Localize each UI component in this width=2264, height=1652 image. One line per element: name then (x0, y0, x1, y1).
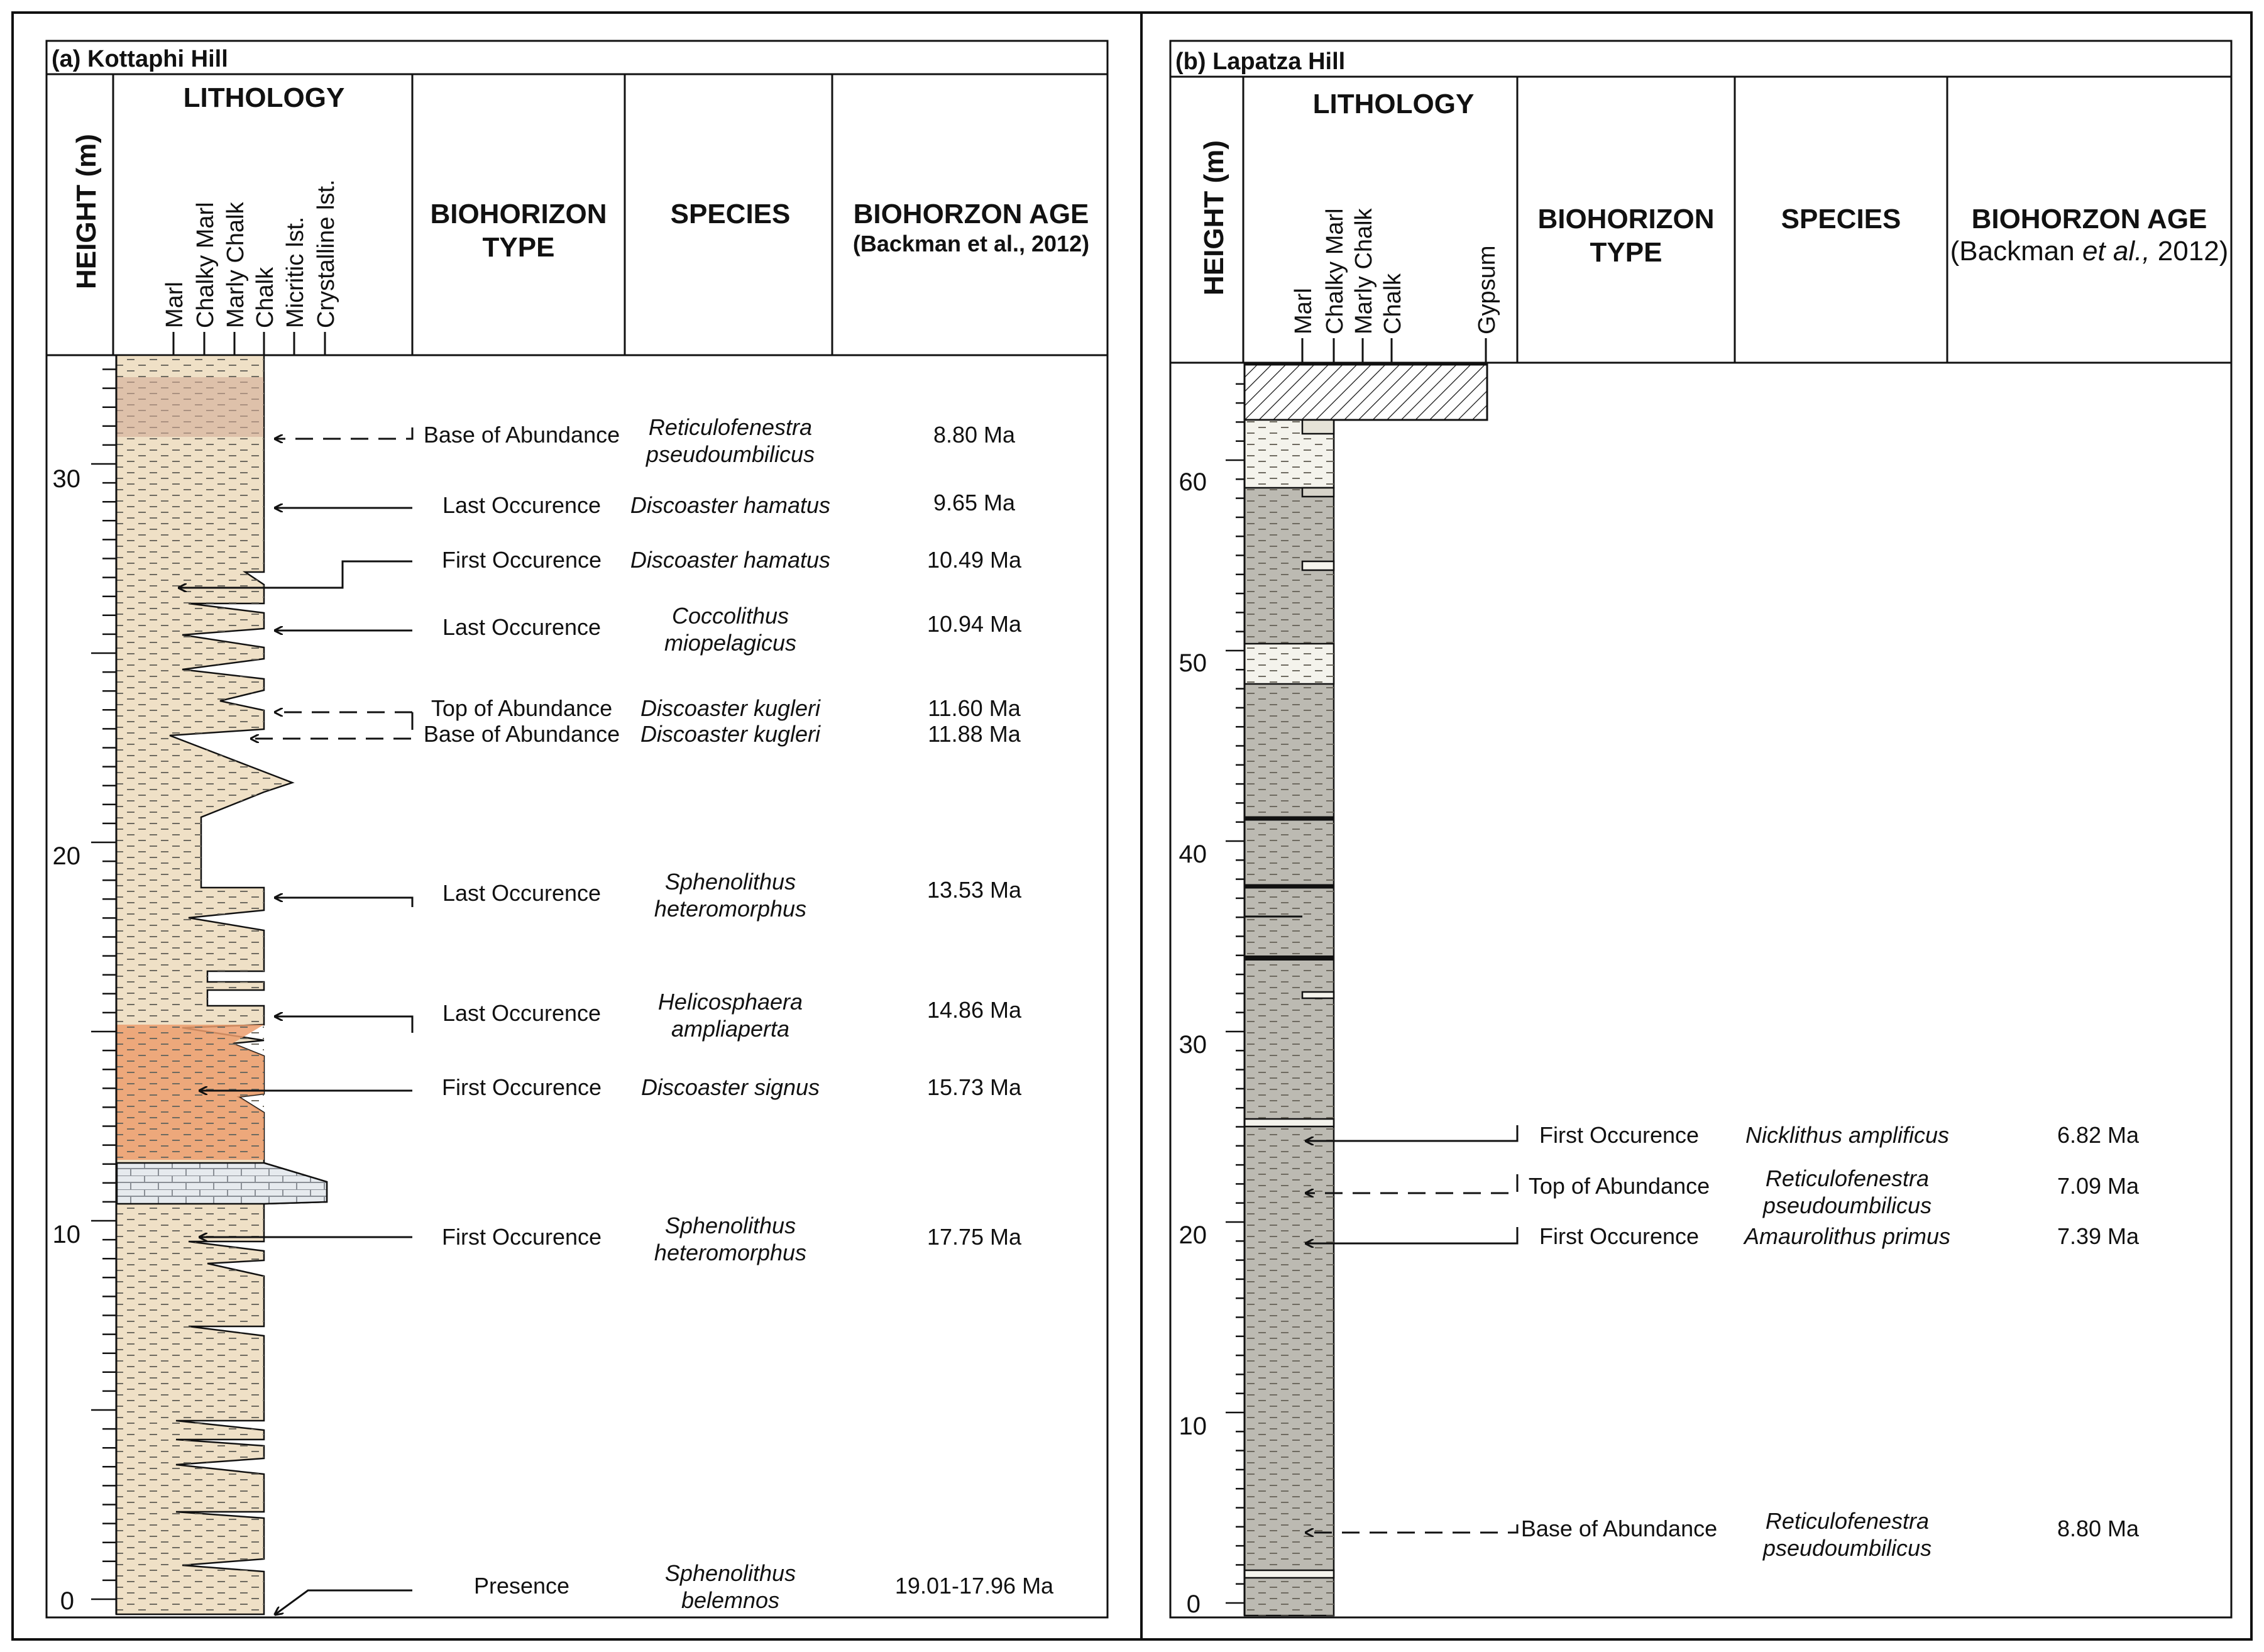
panel-b-lithology-header: LITHOLOGY (1312, 89, 1475, 119)
outer-frame (13, 13, 2251, 1639)
arrow-a-6 (275, 898, 412, 907)
gypsum-bed (1245, 365, 1487, 420)
panel-b-age-ref: (Backman et al., 2012) (1950, 236, 2229, 267)
bio-a-6-age: 13.53 Ma (926, 877, 1022, 903)
panel-a-biohorizon-rows (424, 414, 1054, 1613)
panel-b-biohorizon-type-header-2: TYPE (1590, 237, 1662, 268)
bio-a-4-age: 11.60 Ma (928, 695, 1021, 721)
bio-a-9-species-2: heteromorphus (654, 1240, 807, 1265)
bio-b-3-type: Base of Abundance (1520, 1516, 1718, 1541)
panel-a-lithology-log (116, 355, 327, 1614)
panel-b-species-header: SPECIES (1781, 204, 1901, 234)
bio-a-10-type: Presence (473, 1573, 570, 1599)
panel-a-height-axis (53, 355, 117, 1615)
bio-a-7-type: Last Occurence (442, 1000, 602, 1026)
panel-a-age-header: BIOHORZON AGE (853, 199, 1089, 229)
arrow-a-5 (251, 712, 412, 739)
bio-a-4-type: Top of Abundance (431, 695, 613, 721)
panel-a-age-ref: (Backman et al., 2012) (852, 231, 1090, 256)
bio-b-2-age: 7.39 Ma (2057, 1223, 2140, 1249)
bio-a-7-species-2: ampliaperta (671, 1016, 790, 1042)
bio-a-3-type: Last Occurence (442, 614, 602, 640)
bio-b-1-age: 7.09 Ma (2057, 1173, 2140, 1199)
bio-a-6-species-1: Sphenolithus (664, 869, 796, 895)
tick-a-10: 10 (52, 1221, 80, 1248)
tick-b-40: 40 (1179, 840, 1207, 868)
arrow-a-7 (275, 1016, 412, 1033)
bio-a-0-species-2: pseudoumbilicus (646, 441, 815, 467)
bio-a-4-species: Discoaster kugleri (640, 695, 821, 721)
tick-a-30: 30 (52, 465, 80, 493)
bio-a-2-type: First Occurence (441, 547, 602, 573)
panel-b-lithology-log (1245, 365, 1487, 1616)
bio-a-3-species-2: miopelagicus (664, 630, 797, 656)
panel-b-biohorizon-arrows (1306, 1125, 1517, 1533)
lith-col-crystalline: Crystalline lst. (313, 179, 339, 328)
bio-a-5-age: 11.88 Ma (928, 721, 1021, 747)
bio-b-2-species: Amaurolithus primus (1744, 1223, 1951, 1249)
panel-b-title: (b) Lapatza Hill (1175, 48, 1346, 75)
bio-a-8-species: Discoaster signus (640, 1074, 820, 1100)
panel-a-title: (a) Kottaphi Hill (52, 46, 228, 72)
lith-b-col-gypsum: Gypsum (1474, 245, 1500, 334)
panel-a-species-header: SPECIES (670, 199, 791, 229)
arrow-b-1 (1306, 1174, 1517, 1193)
bio-a-2-age: 10.49 Ma (926, 547, 1022, 573)
bio-a-8-age: 15.73 Ma (926, 1074, 1022, 1100)
bio-a-10-age: 19.01-17.96 Ma (894, 1573, 1054, 1599)
tick-b-30: 30 (1179, 1031, 1207, 1059)
lith-b-col-marl: Marl (1290, 288, 1317, 334)
bio-a-9-age: 17.75 Ma (926, 1224, 1022, 1250)
panel-a (47, 41, 1107, 1617)
arrow-a-10 (275, 1590, 412, 1614)
panel-b-lithology-columns (1290, 207, 1500, 363)
bio-a-10-species-1: Sphenolithus (664, 1560, 796, 1586)
bio-a-10-species-2: belemnos (681, 1587, 780, 1613)
bio-b-0-age: 6.82 Ma (2057, 1122, 2140, 1148)
bio-b-1-species-2: pseudoumbilicus (1762, 1192, 1932, 1218)
bio-a-6-type: Last Occurence (442, 880, 602, 906)
tick-b-10: 10 (1179, 1412, 1207, 1440)
bio-a-0-age: 8.80 Ma (933, 422, 1016, 448)
bio-a-3-age: 10.94 Ma (926, 611, 1022, 637)
tick-a-0: 0 (60, 1587, 74, 1615)
tick-a-20: 20 (52, 842, 80, 870)
bio-b-2-type: First Occurence (1539, 1223, 1700, 1249)
panel-b-height-label: HEIGHT (m) (1199, 140, 1229, 295)
bio-a-8-type: First Occurence (441, 1074, 602, 1100)
panel-b (1170, 41, 2231, 1618)
bio-a-9-type: First Occurence (441, 1224, 602, 1250)
tick-b-20: 20 (1179, 1221, 1207, 1249)
bio-a-9-species-1: Sphenolithus (664, 1213, 796, 1238)
bio-b-3-age: 8.80 Ma (2057, 1516, 2140, 1541)
tick-b-60: 60 (1179, 468, 1207, 496)
lith-b-col-marly-chalk: Marly Chalk (1351, 208, 1377, 334)
bio-a-0-type: Base of Abundance (423, 422, 620, 448)
bio-a-0-species-1: Reticulofenestra (648, 414, 813, 440)
panel-b-height-axis (1179, 365, 1245, 1618)
bio-b-1-species-1: Reticulofenestra (1765, 1165, 1930, 1191)
bio-a-7-age: 14.86 Ma (926, 997, 1022, 1023)
bio-b-0-species: Nicklithus amplificus (1745, 1122, 1950, 1148)
lith-col-chalk: Chalk (252, 267, 278, 328)
panel-a-biohorizon-type-header-1: BIOHORIZON (430, 199, 607, 229)
panel-a-height-label: HEIGHT (m) (71, 134, 102, 289)
bio-a-1-age: 9.65 Ma (933, 490, 1016, 515)
bio-b-3-species-1: Reticulofenestra (1765, 1508, 1930, 1534)
lith-col-micritic: Micritic lst. (282, 216, 309, 328)
lith-b-col-chalky-marl: Chalky Marl (1322, 208, 1348, 334)
panel-b-age-header: BIOHORZON AGE (1971, 204, 2207, 234)
panel-a-lithology-columns (162, 180, 339, 356)
panel-a-biohorizon-type-header-2: TYPE (482, 232, 555, 263)
bio-b-3-species-2: pseudoumbilicus (1762, 1535, 1932, 1561)
bio-a-5-type: Base of Abundance (423, 721, 620, 747)
lith-col-chalky-marl: Chalky Marl (192, 202, 219, 328)
panel-b-biohorizon-type-header-1: BIOHORIZON (1537, 204, 1715, 234)
tick-b-0: 0 (1186, 1590, 1201, 1618)
bio-a-1-type: Last Occurence (442, 492, 602, 518)
bio-b-1-type: Top of Abundance (1528, 1173, 1710, 1199)
panel-a-lithology-header: LITHOLOGY (183, 82, 345, 113)
arrow-b-0 (1306, 1125, 1517, 1141)
bio-a-3-species-1: Coccolithus (671, 603, 789, 629)
bio-a-1-species: Discoaster hamatus (630, 492, 831, 518)
bio-a-5-species: Discoaster kugleri (640, 721, 821, 747)
bio-a-7-species-1: Helicosphaera (657, 989, 803, 1015)
arrow-a-0 (275, 427, 412, 439)
lith-col-marl: Marl (162, 282, 188, 328)
lith-col-marly-chalk: Marly Chalk (223, 202, 249, 328)
bio-b-0-type: First Occurence (1539, 1122, 1700, 1148)
arrow-b-2 (1306, 1227, 1517, 1243)
tick-b-50: 50 (1179, 649, 1207, 677)
bio-a-2-species: Discoaster hamatus (630, 547, 831, 573)
panel-b-biohorizon-rows (1521, 1122, 2140, 1561)
bio-a-6-species-2: heteromorphus (654, 896, 807, 922)
arrow-b-3 (1306, 1524, 1517, 1533)
lith-b-col-chalk: Chalk (1380, 273, 1406, 334)
